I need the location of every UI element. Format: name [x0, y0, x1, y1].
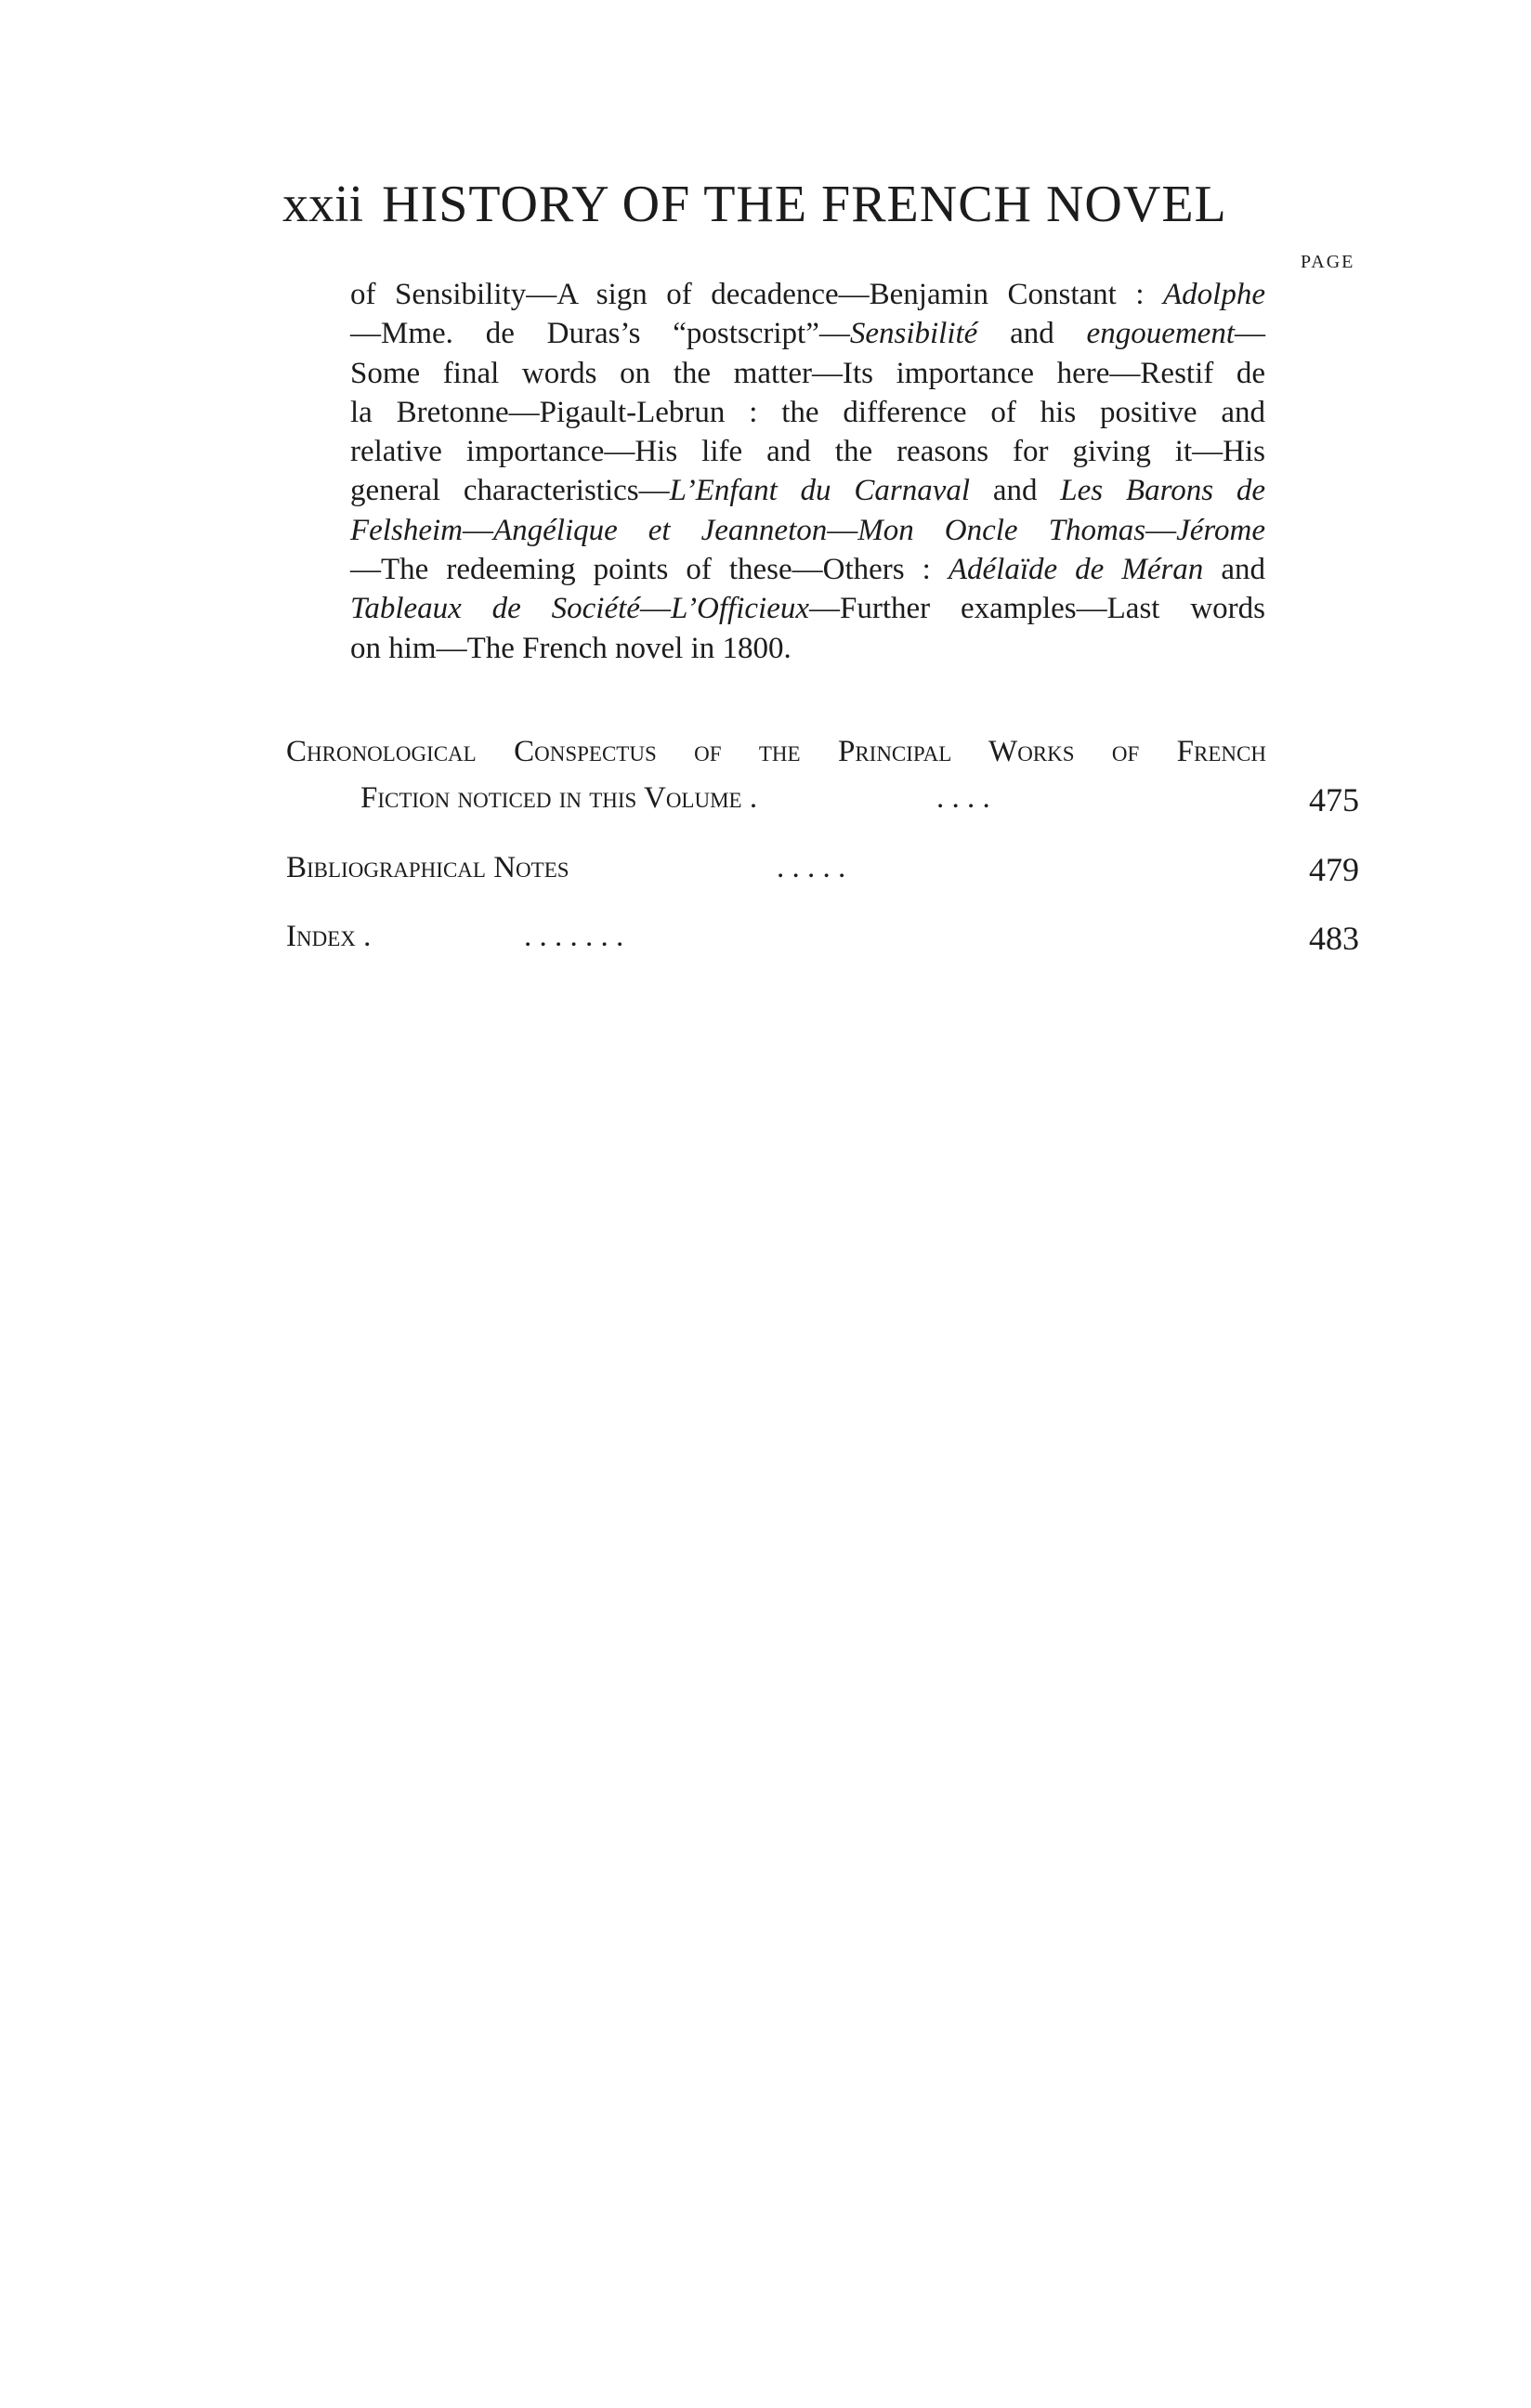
summary-line: [350, 314, 1265, 353]
italic-title: Les Barons de: [1060, 474, 1265, 508]
book-title: HISTORY OF THE FRENCH NOVEL: [382, 176, 1227, 233]
summary-text: —: [1145, 513, 1177, 547]
summary-line: [350, 511, 1265, 550]
italic-title: Adolphe: [1163, 278, 1265, 311]
running-head: [282, 176, 1267, 233]
toc-entry-title-line1: Chronological Conspectus of the Principal Works of French: [286, 735, 1266, 768]
italic-title: Sensibilité: [849, 317, 978, 351]
summary-line: [350, 550, 1265, 589]
italic-title: Angélique et Jeanneton: [492, 513, 828, 547]
summary-text: relative importance—His life and the reasons for giving it—His: [350, 435, 1265, 469]
toc-entry-chronological-conspectus[interactable]: [286, 737, 1359, 826]
toc-page-number: 475: [1309, 781, 1359, 818]
summary-text: general characteristics—: [350, 474, 670, 508]
summary-text: Some final words on the matter—Its importance here—Restif de: [350, 356, 1265, 390]
italic-title: Mon Oncle Thomas: [857, 513, 1146, 547]
summary-line: [350, 354, 1265, 393]
summary-line: [350, 393, 1265, 432]
summary-text: —: [1235, 317, 1265, 351]
summary-text: and: [970, 474, 1061, 508]
italic-title: Adélaïde de Méran: [948, 553, 1204, 587]
summary-text: and: [1203, 553, 1265, 587]
toc-leader-dots: . . . . . . .: [524, 920, 624, 953]
toc-leader-dots: . . . . .: [777, 851, 846, 884]
italic-title: Tableaux de Société: [350, 592, 640, 626]
summary-line: [350, 629, 1265, 668]
summary-text: —: [639, 592, 671, 626]
italic-title: L’Enfant du Carnaval: [669, 474, 971, 508]
page-number: xxii: [282, 176, 364, 233]
summary-line: [350, 589, 1265, 628]
italic-title: L’Officieux: [670, 592, 810, 626]
page-column-label: PAGE: [1301, 252, 1355, 272]
summary-text: —The redeeming points of these—Others :: [350, 553, 949, 587]
toc-entry-bibliographical-notes[interactable]: [286, 853, 1359, 896]
summary-text: —: [827, 513, 858, 547]
summary-text: on him—The French novel in 1800.: [350, 631, 792, 665]
toc-page-number: 483: [1309, 920, 1359, 957]
toc-entry-title: Bibliographical Notes: [286, 851, 569, 884]
summary-line: [350, 471, 1265, 510]
italic-title: Felsheim: [350, 513, 463, 547]
italic-title: Jérome: [1176, 513, 1266, 547]
chapter-summary: [350, 275, 1265, 668]
summary-line: [350, 432, 1265, 471]
toc-leader-dots: . . . .: [936, 781, 990, 815]
summary-text: —: [462, 513, 493, 547]
summary-line: [350, 275, 1265, 314]
summary-text: —Further examples—Last words: [809, 592, 1265, 626]
toc-entry-title-line2: Fiction noticed in this Volume .: [360, 781, 758, 815]
summary-text: and: [977, 317, 1087, 351]
toc-page-number: 479: [1309, 851, 1359, 888]
italic-title: engouement: [1086, 317, 1235, 351]
toc-entry-title: Index .: [286, 920, 372, 953]
toc-entry-index[interactable]: [286, 922, 1359, 964]
summary-text: of Sensibility—A sign of decadence—Benjamin Constant :: [350, 278, 1164, 311]
summary-text: la Bretonne—Pigault-Lebrun : the difference of his positive and: [350, 395, 1265, 429]
summary-text: —Mme. de Duras’s “postscript”—: [350, 317, 850, 351]
